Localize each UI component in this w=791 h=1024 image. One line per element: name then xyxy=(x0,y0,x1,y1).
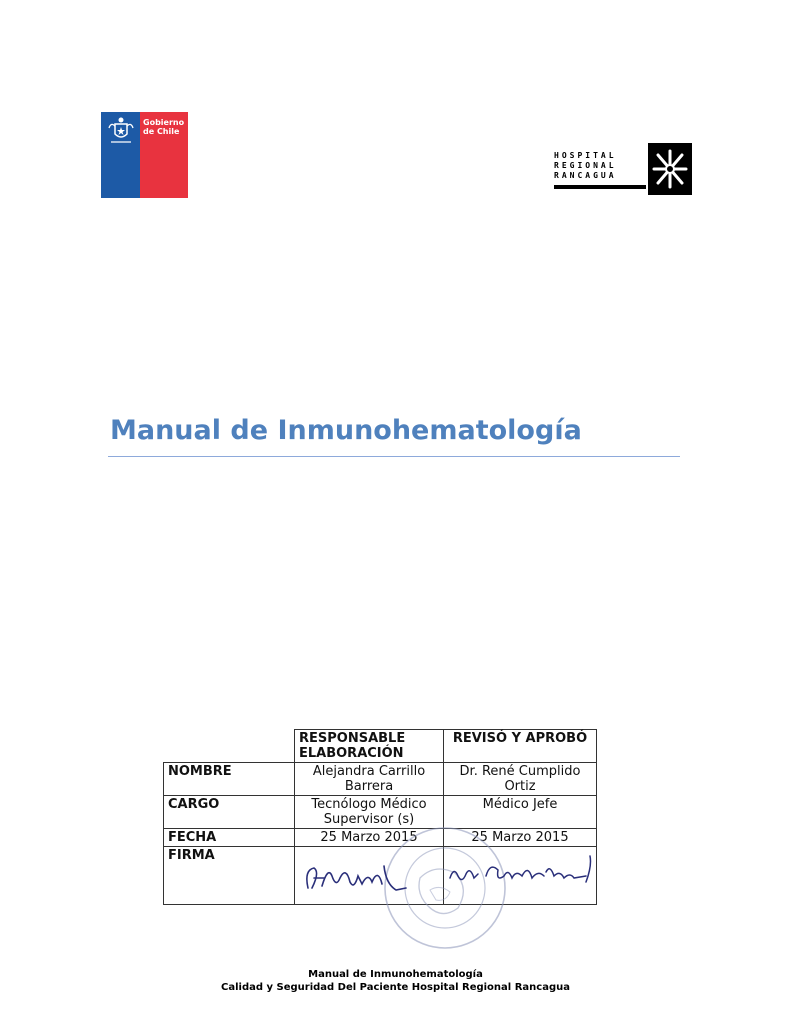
page-footer xyxy=(0,968,791,994)
coat-of-arms-icon xyxy=(105,116,137,146)
table-row xyxy=(164,763,597,796)
table-corner-cell xyxy=(164,730,295,763)
hospital-regional-rancagua-logo xyxy=(554,143,692,195)
table-header-row xyxy=(164,730,597,763)
signature-alejandra-carrillo xyxy=(300,858,410,898)
footer-line-1: Manual de Inmunohematología xyxy=(308,969,483,980)
table-row xyxy=(164,829,597,847)
logo-blue-field xyxy=(101,112,140,198)
document-title: Manual de Inmunohematología xyxy=(110,415,582,446)
fecha-elaboracion: 25 Marzo 2015 xyxy=(295,829,444,847)
cargo-elaboracion: Tecnólogo Médico Supervisor (s) xyxy=(295,796,444,829)
gobierno-logo-line-1: Gobierno xyxy=(143,118,185,127)
fecha-aprobo: 25 Marzo 2015 xyxy=(444,829,597,847)
footer-line-2: Calidad y Seguridad Del Paciente Hospital Regional Rancagua xyxy=(221,982,570,993)
row-label-fecha: FECHA xyxy=(164,829,295,847)
nombre-aprobo: Dr. René Cumplido Ortiz xyxy=(444,763,597,796)
cargo-aprobo: Médico Jefe xyxy=(444,796,597,829)
header-responsable-elaboracion: RESPONSABLE ELABORACIÓN xyxy=(295,730,444,763)
hospital-logo-line-2: REGIONAL xyxy=(554,161,617,170)
row-label-firma: FIRMA xyxy=(164,847,295,905)
hospital-logo-underline xyxy=(554,185,646,189)
row-label-nombre: NOMBRE xyxy=(164,763,295,796)
gobierno-logo-line-2: de Chile xyxy=(143,127,180,136)
signature-rene-cumplido xyxy=(446,852,596,892)
hospital-logo-text xyxy=(554,151,617,181)
title-underline xyxy=(108,456,680,457)
hospital-cross-icon xyxy=(648,143,692,195)
gobierno-logo-text xyxy=(143,118,184,136)
hospital-logo-line-3: RANCAGUA xyxy=(554,171,617,180)
table-row xyxy=(164,796,597,829)
hospital-logo-line-1: HOSPITAL xyxy=(554,151,617,160)
header-reviso-y-aprobo: REVISÓ Y APROBÓ xyxy=(444,730,597,763)
nombre-elaboracion: Alejandra Carrillo Barrera xyxy=(295,763,444,796)
row-label-cargo: CARGO xyxy=(164,796,295,829)
gobierno-de-chile-logo xyxy=(101,112,188,198)
